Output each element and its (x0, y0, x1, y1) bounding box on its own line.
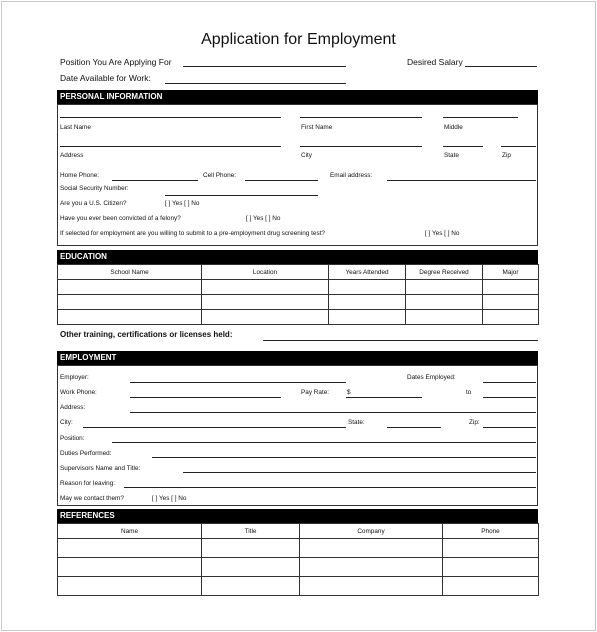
employer-state-field[interactable] (387, 427, 441, 428)
address-field[interactable] (60, 146, 281, 147)
employer-field[interactable] (130, 382, 346, 383)
employer-city-label: City: (60, 419, 73, 426)
references-column-header: Phone (443, 524, 539, 539)
middle-label: Middle (444, 124, 463, 131)
references-column-header: Company (300, 524, 443, 539)
table-cell[interactable] (443, 577, 539, 596)
first-name-label: First Name (301, 124, 333, 131)
reason-leaving-label: Reason for leaving: (60, 480, 116, 487)
position-label: Position You Are Applying For (60, 57, 172, 67)
table-row (58, 280, 539, 295)
education-column-header: Location (202, 265, 329, 280)
table-cell[interactable] (202, 295, 329, 310)
home-phone-field[interactable] (112, 180, 198, 181)
table-cell[interactable] (202, 280, 329, 295)
state-label: State (444, 152, 459, 159)
reason-leaving-field[interactable] (124, 487, 536, 488)
dates-employed-field[interactable] (483, 382, 536, 383)
position-field[interactable] (183, 66, 346, 67)
table-cell[interactable] (443, 539, 539, 558)
employment-section (57, 365, 538, 506)
table-cell[interactable] (483, 310, 539, 325)
employer-label: Employer: (60, 374, 89, 381)
dates-employed-to-field[interactable] (483, 397, 536, 398)
position-held-field[interactable] (112, 442, 536, 443)
table-cell[interactable] (300, 558, 443, 577)
work-phone-label: Work Phone: (60, 389, 97, 396)
pay-rate-field[interactable] (346, 397, 422, 398)
supervisor-label: Supervisors Name and Title: (60, 465, 141, 472)
education-column-header: Degree Received (406, 265, 483, 280)
table-cell[interactable] (406, 295, 483, 310)
work-phone-field[interactable] (130, 397, 281, 398)
table-cell[interactable] (58, 539, 202, 558)
table-cell[interactable] (202, 577, 300, 596)
felony-checkboxes[interactable]: [ ] Yes [ ] No (246, 215, 281, 222)
date-available-field[interactable] (165, 83, 346, 84)
zip-label: Zip (502, 152, 511, 159)
felony-question: Have you ever been convicted of a felony? (60, 215, 181, 222)
table-cell[interactable] (202, 310, 329, 325)
date-available-label: Date Available for Work: (60, 73, 151, 83)
city-label: City (301, 152, 313, 159)
contact-checkboxes[interactable]: [ ] Yes [ ] No (152, 495, 187, 502)
position-held-label: Position: (60, 435, 85, 442)
table-cell[interactable] (329, 310, 406, 325)
citizen-question: Are you a U.S. Citizen? (60, 200, 127, 207)
education-column-header: School Name (58, 265, 202, 280)
references-table (57, 523, 539, 596)
contact-question: May we contact them? (60, 495, 124, 502)
form-title: Application for Employment (201, 31, 396, 48)
other-training-field[interactable] (263, 340, 538, 341)
dates-employed-label: Dates Employed: (407, 374, 456, 381)
education-table (57, 264, 539, 325)
salary-label: Desired Salary (407, 57, 463, 67)
email-label: Email address: (330, 172, 373, 179)
dollar-sign: $ (347, 389, 351, 396)
references-column-header: Name (58, 524, 202, 539)
table-cell[interactable] (58, 558, 202, 577)
table-row (58, 539, 539, 558)
education-column-header: Years Attended (329, 265, 406, 280)
table-cell[interactable] (58, 280, 202, 295)
table-row (58, 295, 539, 310)
pay-rate-label: Pay Rate: (301, 389, 330, 396)
references-heading: REFERENCES (57, 509, 538, 523)
duties-label: Duties Performed: (60, 450, 112, 457)
cell-phone-field[interactable] (245, 180, 318, 181)
personal-heading: PERSONAL INFORMATION (57, 90, 538, 104)
table-row (58, 558, 539, 577)
table-cell[interactable] (58, 310, 202, 325)
supervisor-field[interactable] (183, 472, 536, 473)
table-row (58, 310, 539, 325)
drug-test-checkboxes[interactable]: [ ] Yes [ ] No (425, 230, 460, 237)
last-name-label: Last Name (60, 124, 91, 131)
drug-test-question: If selected for employment are you willing to submit to a pre-employment drug screening test? (60, 230, 325, 237)
to-label: to (466, 389, 472, 396)
other-training-label: Other training, certifications or licenses held: (60, 330, 233, 339)
employer-zip-field[interactable] (483, 427, 536, 428)
email-field[interactable] (387, 180, 536, 181)
ssn-label: Social Security Number: (60, 185, 129, 192)
employer-zip-label: Zip: (469, 419, 480, 426)
employer-address-field[interactable] (130, 412, 536, 413)
table-cell[interactable] (329, 280, 406, 295)
employment-heading: EMPLOYMENT (57, 351, 538, 365)
employer-state-label: State: (348, 419, 365, 426)
table-cell[interactable] (300, 577, 443, 596)
zip-field[interactable] (501, 146, 536, 147)
ssn-field[interactable] (165, 195, 318, 196)
table-cell[interactable] (483, 295, 539, 310)
employer-city-field[interactable] (83, 427, 346, 428)
table-cell[interactable] (406, 280, 483, 295)
table-cell[interactable] (443, 558, 539, 577)
personal-section (57, 104, 538, 246)
table-cell[interactable] (329, 295, 406, 310)
references-column-header: Title (202, 524, 300, 539)
state-field[interactable] (443, 146, 483, 147)
address-label: Address (60, 152, 84, 159)
city-field[interactable] (300, 146, 422, 147)
table-cell[interactable] (58, 295, 202, 310)
table-cell[interactable] (202, 539, 300, 558)
last-name-field[interactable] (60, 117, 281, 118)
table-cell[interactable] (406, 310, 483, 325)
table-cell[interactable] (58, 577, 202, 596)
education-column-header: Major (483, 265, 539, 280)
table-cell[interactable] (483, 280, 539, 295)
cell-phone-label: Cell Phone: (203, 172, 237, 179)
table-cell[interactable] (202, 558, 300, 577)
citizen-checkboxes[interactable]: [ ] Yes [ ] No (165, 200, 200, 207)
duties-field[interactable] (152, 457, 536, 458)
first-name-field[interactable] (300, 117, 422, 118)
education-heading: EDUCATION (57, 250, 538, 264)
employer-address-label: Address: (60, 404, 86, 411)
salary-field[interactable] (465, 66, 537, 67)
middle-field[interactable] (443, 117, 518, 118)
table-cell[interactable] (300, 539, 443, 558)
home-phone-label: Home Phone: (60, 172, 100, 179)
table-row (58, 577, 539, 596)
